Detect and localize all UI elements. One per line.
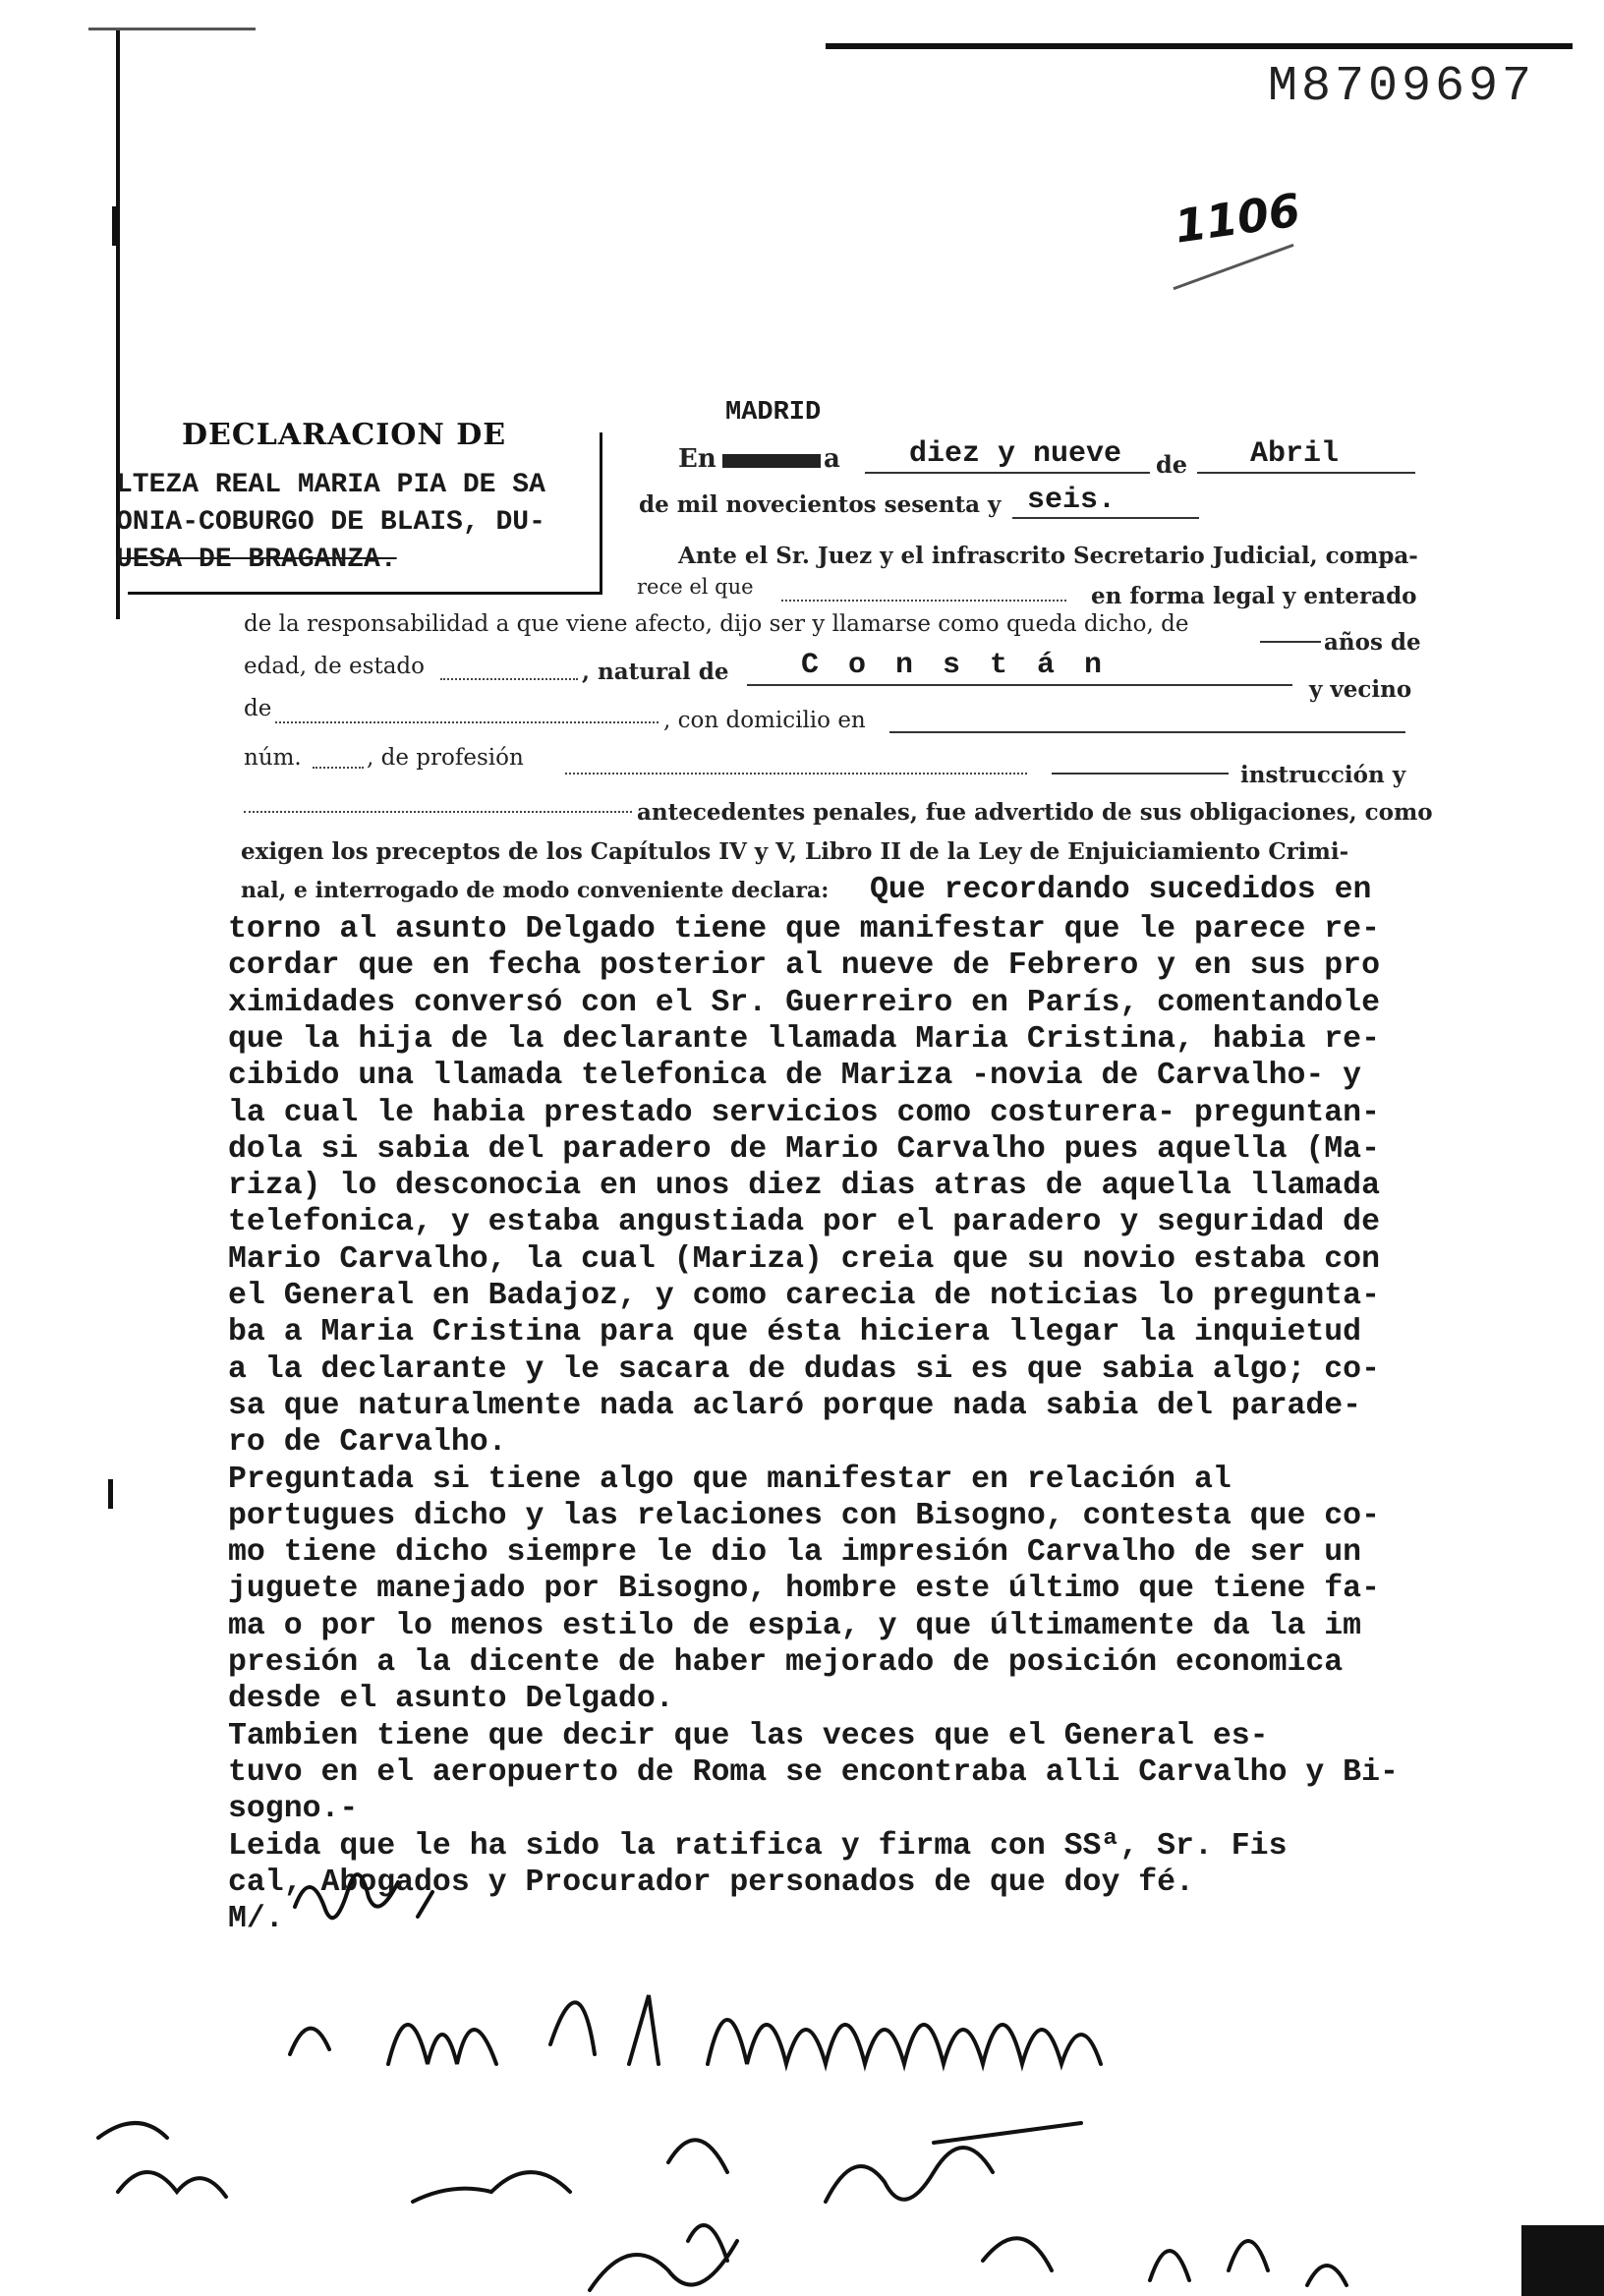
handwritten-folio-number: 1106 <box>1171 183 1304 254</box>
ante-line: Ante el Sr. Juez y el infrascrito Secretario Judicial, compa- <box>678 543 1418 569</box>
left-margin-tick <box>112 206 118 246</box>
body-line: Leida que le ha sido la ratifica y firma con SSª, Sr. Fis <box>228 1828 1288 1864</box>
signature-line-2 <box>98 2123 1081 2202</box>
rece-end: en forma legal y enterado <box>1091 583 1417 609</box>
antecedentes-line: antecedentes penales, fue advertido de sus obligaciones, como <box>637 799 1433 826</box>
body-line: portugues dicho y las relaciones con Bisogno, contesta que co- <box>228 1498 1380 1533</box>
body-line: a la declarante y le sacara de dudas si es que sabia algo; co- <box>228 1351 1380 1387</box>
edad-label: edad, de estado <box>244 654 425 679</box>
top-rule-right <box>826 43 1573 49</box>
natural-value: C o n s t á n <box>801 649 1109 682</box>
de-vecino-label: de <box>244 696 272 721</box>
nal-line: nal, e interrogado de modo conveniente declara: <box>241 878 830 903</box>
vecino-blank <box>275 721 659 723</box>
body-first-line: Que recordando sucedidos en <box>870 873 1372 907</box>
domicilio-label: , con domicilio en <box>663 708 866 733</box>
document-number: M8709697 <box>1268 59 1536 115</box>
declarant-name-line-2: ONIA-COBURGO DE BLAIS, DU- <box>116 507 545 538</box>
struck-place-mark <box>722 454 821 468</box>
body-line: riza) lo desconocia en unos diez dias atras de aquella llamada <box>228 1169 1380 1204</box>
signature-line-3 <box>590 2225 1346 2290</box>
profesion-label: , de profesión <box>367 745 524 771</box>
body-line: cordar que en fecha posterior al nueve de Febrero y en sus pro <box>228 948 1380 984</box>
year-underline <box>1012 517 1199 519</box>
de-label: de <box>1156 450 1188 479</box>
top-rule-left <box>88 28 256 30</box>
body-line: torno al asunto Delgado tiene que manifestar que le parece re- <box>228 912 1380 947</box>
body-line: Tambien tiene que decir que las veces que el General es- <box>228 1718 1269 1753</box>
body-line: M/. <box>228 1902 284 1937</box>
natural-underline <box>747 684 1292 686</box>
body-line: telefonica, y estaba angustiada por el paradero y seguridad de <box>228 1205 1380 1240</box>
body-line: la cual le habia prestado servicios como costurera- preguntan- <box>228 1095 1380 1130</box>
body-line: sogno.- <box>228 1792 359 1827</box>
body-line: ximidades conversó con el Sr. Guerreiro en París, comentandole <box>228 985 1380 1020</box>
body-line: que la hija de la declarante llamada Maria Cristina, habia re- <box>228 1021 1380 1057</box>
body-line: dola si sabia del paradero de Mario Carvalho pues aquella (Ma- <box>228 1131 1380 1167</box>
year-suffix: seis. <box>1027 484 1117 517</box>
body-line: sa que naturalmente nada aclaró porque nada sabia del parade- <box>228 1388 1362 1423</box>
day-underline <box>865 472 1150 474</box>
en-label: En <box>678 444 716 474</box>
body-line: ro de Carvalho. <box>228 1425 507 1461</box>
body-line: juguete manejado por Bisogno, hombre este último que tiene fa- <box>228 1572 1380 1607</box>
signature-maria-pia <box>388 1995 1101 2064</box>
year-prefix: de mil novecientos sesenta y <box>639 491 1002 518</box>
profesion-blank-2 <box>1052 773 1229 775</box>
num-label: núm. <box>244 745 302 771</box>
body-line: Mario Carvalho, la cual (Mariza) creia que su novio estaba con <box>228 1241 1380 1277</box>
age-suffix: años de <box>1324 629 1421 656</box>
month-value: Abril <box>1250 437 1340 471</box>
domicilio-blank <box>889 731 1405 733</box>
antecedentes-blank <box>244 811 632 813</box>
a-label: a <box>824 444 840 474</box>
body-line: tuvo en el aeropuerto de Roma se encontraba alli Carvalho y Bi- <box>228 1754 1399 1790</box>
body-line: presión a la dicente de haber mejorado de posición economica <box>228 1645 1344 1680</box>
body-line: mo tiene dicho siempre le dio la impresión Carvalho de ser un <box>228 1535 1362 1571</box>
left-margin-tick-2 <box>108 1479 113 1509</box>
body-line: ma o por lo menos estilo de espia, y que últimamente da la im <box>228 1608 1362 1643</box>
declaration-title: DECLARACION DE <box>182 418 507 452</box>
declarant-name-line-3: UESA DE BRAGANZA. <box>116 545 397 575</box>
exigen-line: exigen los preceptos de los Capítulos IV y V, Libro II de la Ley de Enjuiciamiento Crimi- <box>241 838 1349 865</box>
profesion-blank <box>565 773 1027 775</box>
signature-lozenge <box>290 2029 329 2054</box>
place-typed: MADRID <box>725 398 822 428</box>
body-line: Preguntada si tiene algo que manifestar en relación al <box>228 1462 1232 1497</box>
natural-label: , natural de <box>582 659 729 685</box>
declarant-name-line-1: LTEZA REAL MARIA PIA DE SA <box>116 470 545 500</box>
body-line: cal, Abogados y Procurador personados de que doy fé. <box>228 1865 1194 1900</box>
instruccion-label: instrucción y <box>1240 762 1406 788</box>
rece-label: rece el que <box>637 575 754 599</box>
corner-block <box>1521 2225 1604 2296</box>
estado-blank <box>440 678 578 680</box>
day-value: diez y nueve <box>909 437 1122 471</box>
num-blank <box>313 767 364 769</box>
declaration-box-bottom <box>128 592 602 595</box>
body-line: ba a Maria Cristina para que ésta hiciera llegar la inquietud <box>228 1315 1362 1350</box>
age-blank <box>1260 641 1321 643</box>
vecino-label: y vecino <box>1309 676 1412 703</box>
rece-blank <box>781 600 1066 602</box>
body-line: desde el asunto Delgado. <box>228 1682 674 1717</box>
declaration-box-right <box>600 432 602 595</box>
responsabilidad-line: de la responsabilidad a que viene afecto, dijo ser y llamarse como queda dicho, de <box>244 611 1189 637</box>
month-underline <box>1197 472 1415 474</box>
body-line: el General en Badajoz, y como carecia de noticias lo pregunta- <box>228 1279 1380 1313</box>
body-line: cibido una llamada telefonica de Mariza -novia de Carvalho- y <box>228 1059 1362 1094</box>
